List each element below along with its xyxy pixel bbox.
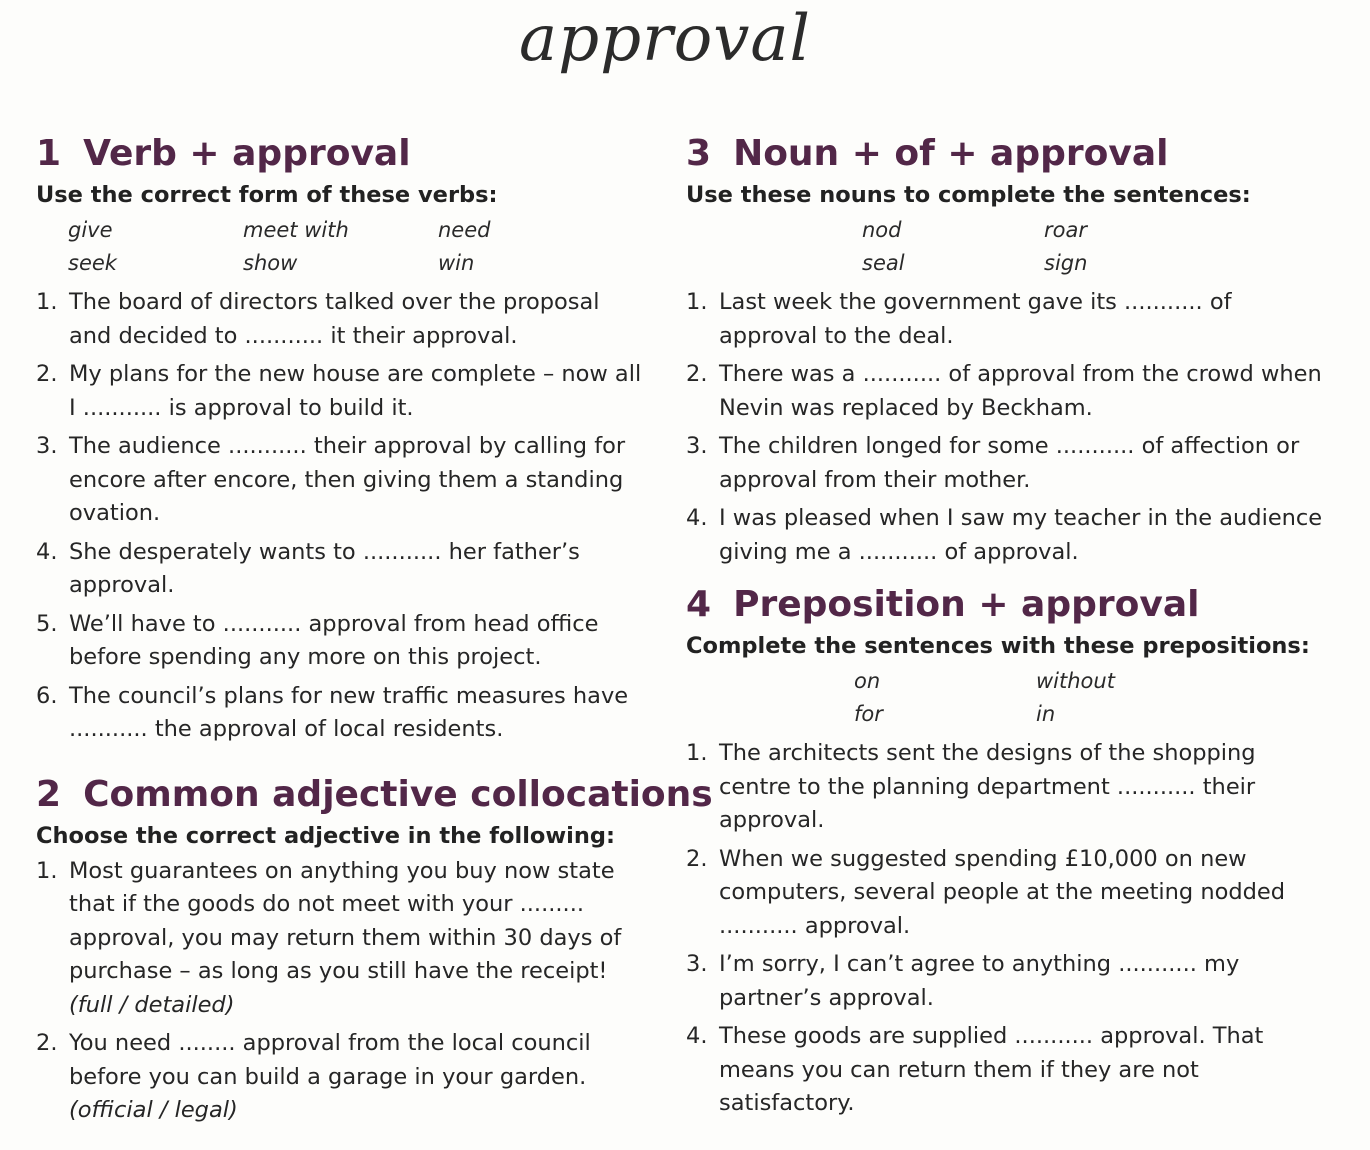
section-heading	[36, 773, 713, 817]
item-number: 2.	[36, 1030, 58, 1056]
item-text: Last week the government gave its ........... of approval to the deal.	[719, 289, 1232, 349]
item-text: The board of directors talked over the proposal and decided to ........... it their approval.	[69, 289, 600, 349]
section-preposition-approval	[686, 583, 1326, 1121]
page-title: approval	[519, 2, 811, 76]
exercise-list	[36, 286, 646, 747]
exercise-item	[36, 608, 646, 675]
exercise-item	[36, 1027, 646, 1128]
item-number: 2.	[686, 845, 708, 872]
section-heading	[36, 132, 646, 176]
section-number: 3	[686, 133, 712, 174]
item-text: I was pleased when I saw my teacher in the audience giving me a ........... of approval.	[719, 505, 1323, 565]
word-box	[854, 665, 1326, 731]
item-number: 2.	[36, 361, 58, 387]
exercise-item	[686, 430, 1326, 497]
word-item: nod	[862, 218, 902, 242]
word-item: in	[1036, 702, 1056, 726]
item-text: The children longed for some ........... of affection or approval from their mother.	[719, 433, 1300, 493]
item-text: The audience ........... their approval by calling for encore after encore, then giving them a standing ovation.	[69, 433, 626, 526]
word-item: seal	[862, 251, 905, 275]
item-number: 5.	[36, 610, 58, 637]
item-number: 1.	[36, 857, 58, 884]
item-number: 1.	[686, 740, 708, 766]
word-item: show	[243, 251, 298, 275]
exercise-list	[36, 855, 646, 1128]
word-item: sign	[1044, 251, 1088, 275]
exercise-item	[686, 737, 1326, 838]
exercise-item	[686, 502, 1326, 569]
item-number: 2.	[686, 361, 708, 387]
word-item: roar	[1044, 218, 1087, 242]
section-heading	[686, 583, 1326, 627]
item-text: You need ........ approval from the local council before you can build a garage in your garden.	[69, 1030, 591, 1090]
word-item: need	[438, 218, 491, 242]
item-text: The architects sent the designs of the shopping centre to the planning department ........... their approval.	[719, 740, 1256, 833]
word-item: meet with	[243, 218, 349, 242]
item-text: These goods are supplied ........... approval. That means you can return them if they are not satisfactory.	[719, 1023, 1264, 1116]
word-box	[68, 214, 646, 280]
section-title: Noun + of + approval	[733, 133, 1169, 174]
item-text: My plans for the new house are complete – now all I ........... is approval to build it.	[69, 361, 642, 421]
item-text: I’m sorry, I can’t agree to anything ........... my partner’s approval.	[719, 951, 1240, 1011]
item-number: 4.	[686, 1023, 708, 1049]
section-title: Preposition + approval	[733, 584, 1200, 625]
section-noun-of-approval	[686, 132, 1326, 569]
item-options: (official / legal)	[69, 1097, 238, 1123]
item-number: 4.	[686, 505, 708, 531]
exercise-item	[686, 843, 1326, 944]
exercise-item	[36, 358, 646, 425]
word-item: win	[438, 251, 475, 275]
exercise-item	[36, 536, 646, 603]
item-text: We’ll have to ........... approval from head office before spending any more on this project.	[69, 610, 599, 670]
left-column	[36, 132, 713, 1133]
section-instruction: Choose the correct adjective in the following:	[36, 822, 615, 849]
word-box	[862, 214, 1326, 280]
exercise-item	[686, 1020, 1326, 1121]
item-text: The council’s plans for new traffic measures have ........... the approval of local residents.	[69, 682, 629, 742]
exercise-list	[686, 286, 1326, 569]
exercise-item	[686, 948, 1326, 1015]
exercise-item	[686, 358, 1326, 425]
item-number: 1.	[686, 289, 708, 315]
exercise-item	[36, 680, 646, 747]
section-adjective-collocations	[36, 773, 713, 1128]
exercise-list	[686, 737, 1326, 1121]
section-instruction: Use the correct form of these verbs:	[36, 182, 498, 208]
exercise-item	[686, 286, 1326, 353]
word-item: on	[854, 669, 881, 693]
item-number: 4.	[36, 538, 58, 565]
item-options: (full / detailed)	[69, 991, 235, 1018]
section-number: 4	[686, 584, 712, 625]
word-item: seek	[68, 251, 117, 275]
section-title: Common adjective collocations	[83, 773, 713, 815]
item-text: There was a ........... of approval from the crowd when Nevin was replaced by Beckham.	[719, 361, 1322, 421]
item-number: 3.	[36, 433, 58, 459]
item-number: 3.	[686, 433, 708, 459]
section-title: Verb + approval	[83, 133, 411, 174]
exercise-item	[36, 855, 646, 1023]
section-instruction: Use these nouns to complete the sentences:	[686, 182, 1251, 208]
right-column	[686, 132, 1326, 1126]
item-text: She desperately wants to ........... her father’s approval.	[69, 538, 580, 598]
item-number: 1.	[36, 289, 58, 315]
item-text: Most guarantees on anything you buy now state that if the goods do not meet with your ......... approval, you may return them within 30 days of purchase – as long as you still have the receipt!	[69, 857, 622, 984]
section-instruction: Complete the sentences with these prepositions:	[686, 633, 1310, 659]
exercise-item	[36, 430, 646, 531]
item-text: When we suggested spending £10,000 on new computers, several people at the meeting nodded ........... approval.	[719, 845, 1286, 939]
item-number: 6.	[36, 682, 58, 709]
section-number: 1	[36, 133, 62, 174]
section-number: 2	[36, 773, 62, 815]
word-item: give	[68, 218, 113, 242]
exercise-item	[36, 286, 646, 353]
word-item: for	[854, 702, 883, 726]
word-item: without	[1036, 669, 1115, 693]
item-number: 3.	[686, 951, 708, 977]
section-heading	[686, 132, 1326, 176]
section-verb-approval	[36, 132, 646, 747]
